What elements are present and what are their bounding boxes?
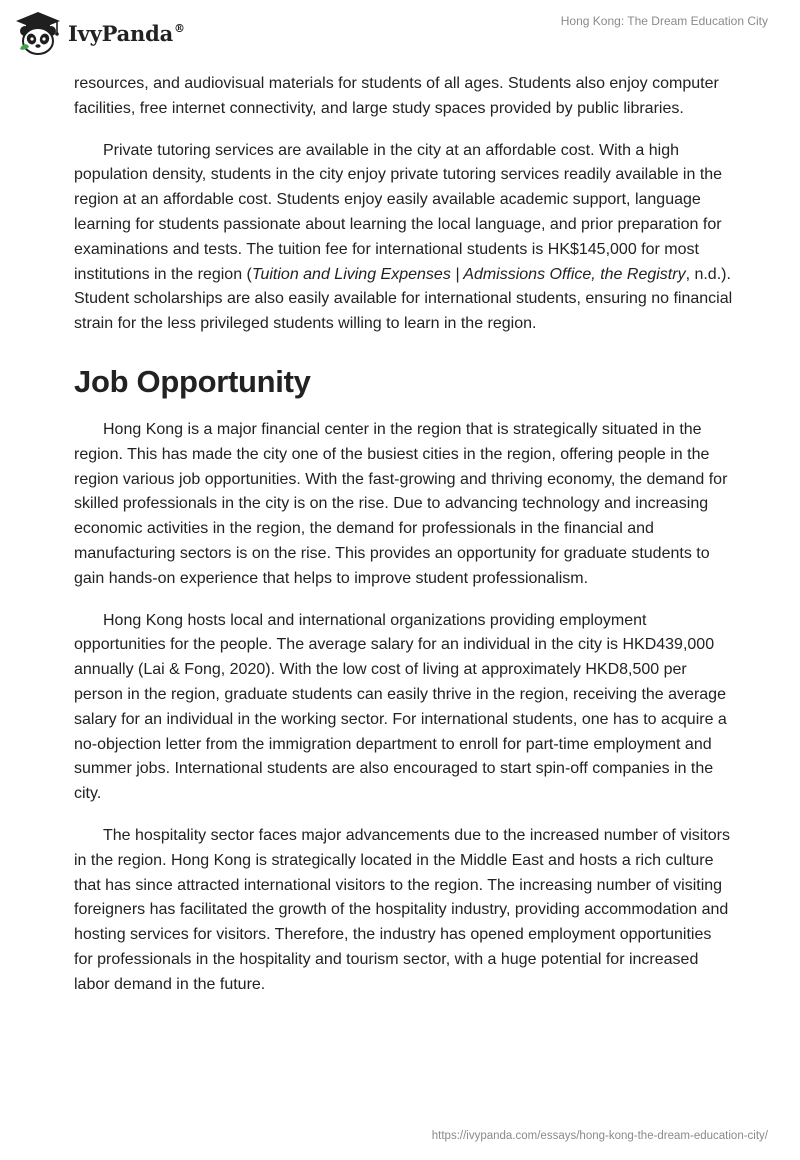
page-header	[0, 0, 800, 70]
essay-content	[74, 72, 734, 998]
paragraph-tutoring	[74, 139, 734, 337]
brand-name: IvyPanda®	[68, 20, 185, 46]
paragraph-hospitality: The hospitality sector faces major advancements due to the increased number of visitors in the region. Hong Kong is strategically located in the Middle East and hosts a rich culture that has since attracted international visitors to the region. The increasing number of visiting foreigners has facilitated the growth of the hospitality industry, providing accommodation and hosting services for visitors. Therefore, the industry has opened employment opportunities for professionals in the hospitality and tourism sector, with a huge potential for increased labor demand in the future.	[74, 826, 730, 993]
section-heading-job-opportunity: Job Opportunity	[74, 363, 311, 399]
paragraph-financial-center: Hong Kong is a major financial center in the region that is strategically situated in the region. This has made the city one of the busiest cities in the region, offering people in the region various job opportunities. With the fast-growing and thriving economy, the demand for skilled professionals in the city is on the rise. Due to advancing technology and increasing economic activities in the region, the demand for professionals in the financial and manufacturing sectors is on the rise. This provides an opportunity for graduate students to gain hands-on experience that helps to improve student professionalism.	[74, 420, 728, 587]
source-url-link[interactable]: https://ivypanda.com/essays/hong-kong-the-dream-education-city/	[431, 1130, 768, 1142]
panda-logo-icon	[14, 9, 62, 57]
paragraph-libraries: resources, and audiovisual materials for students of all ages. Students also enjoy computer facilities, free internet connectivity, and large study spaces provided by public libraries.	[74, 75, 719, 117]
paragraph-tutoring-text-end: , n.d.). Student scholarships are also easily available for international students, ensuring no financial strain for the less privileged students willing to learn in the region.	[74, 265, 733, 333]
paragraph-tutoring-text: Private tutoring services are available in the city at an affordable cost. With a high population density, students in the city enjoy private tutoring services readily available in the region at an affordable cost. Students enjoy easily available academic support, language learning for students passionate about learning the local language, and prior preparation for examinations and tests. The tuition fee for international students is HK$145,000 for most institutions in the region (	[74, 141, 723, 283]
paragraph-employment: Hong Kong hosts local and international organizations providing employment opportunities for the people. The average salary for an individual in the city is HKD439,000 annually (Lai & Fong, 2020). With the low cost of living at approximately HKD8,500 per person in the region, graduate students can easily thrive in the region, receiving the average salary for an individual in the working sector. For international students, one has to acquire a no-objection letter from the immigration department to enroll for part-time employment and summer jobs. International students are also encouraged to start spin-off companies in the city.	[74, 611, 727, 803]
document-title: Hong Kong: The Dream Education City	[560, 14, 768, 28]
citation-tuition: Tuition and Living Expenses | Admissions Office, the Registry	[251, 265, 686, 283]
registered-mark: ®	[174, 21, 185, 35]
brand-logo-link[interactable]	[14, 8, 185, 58]
